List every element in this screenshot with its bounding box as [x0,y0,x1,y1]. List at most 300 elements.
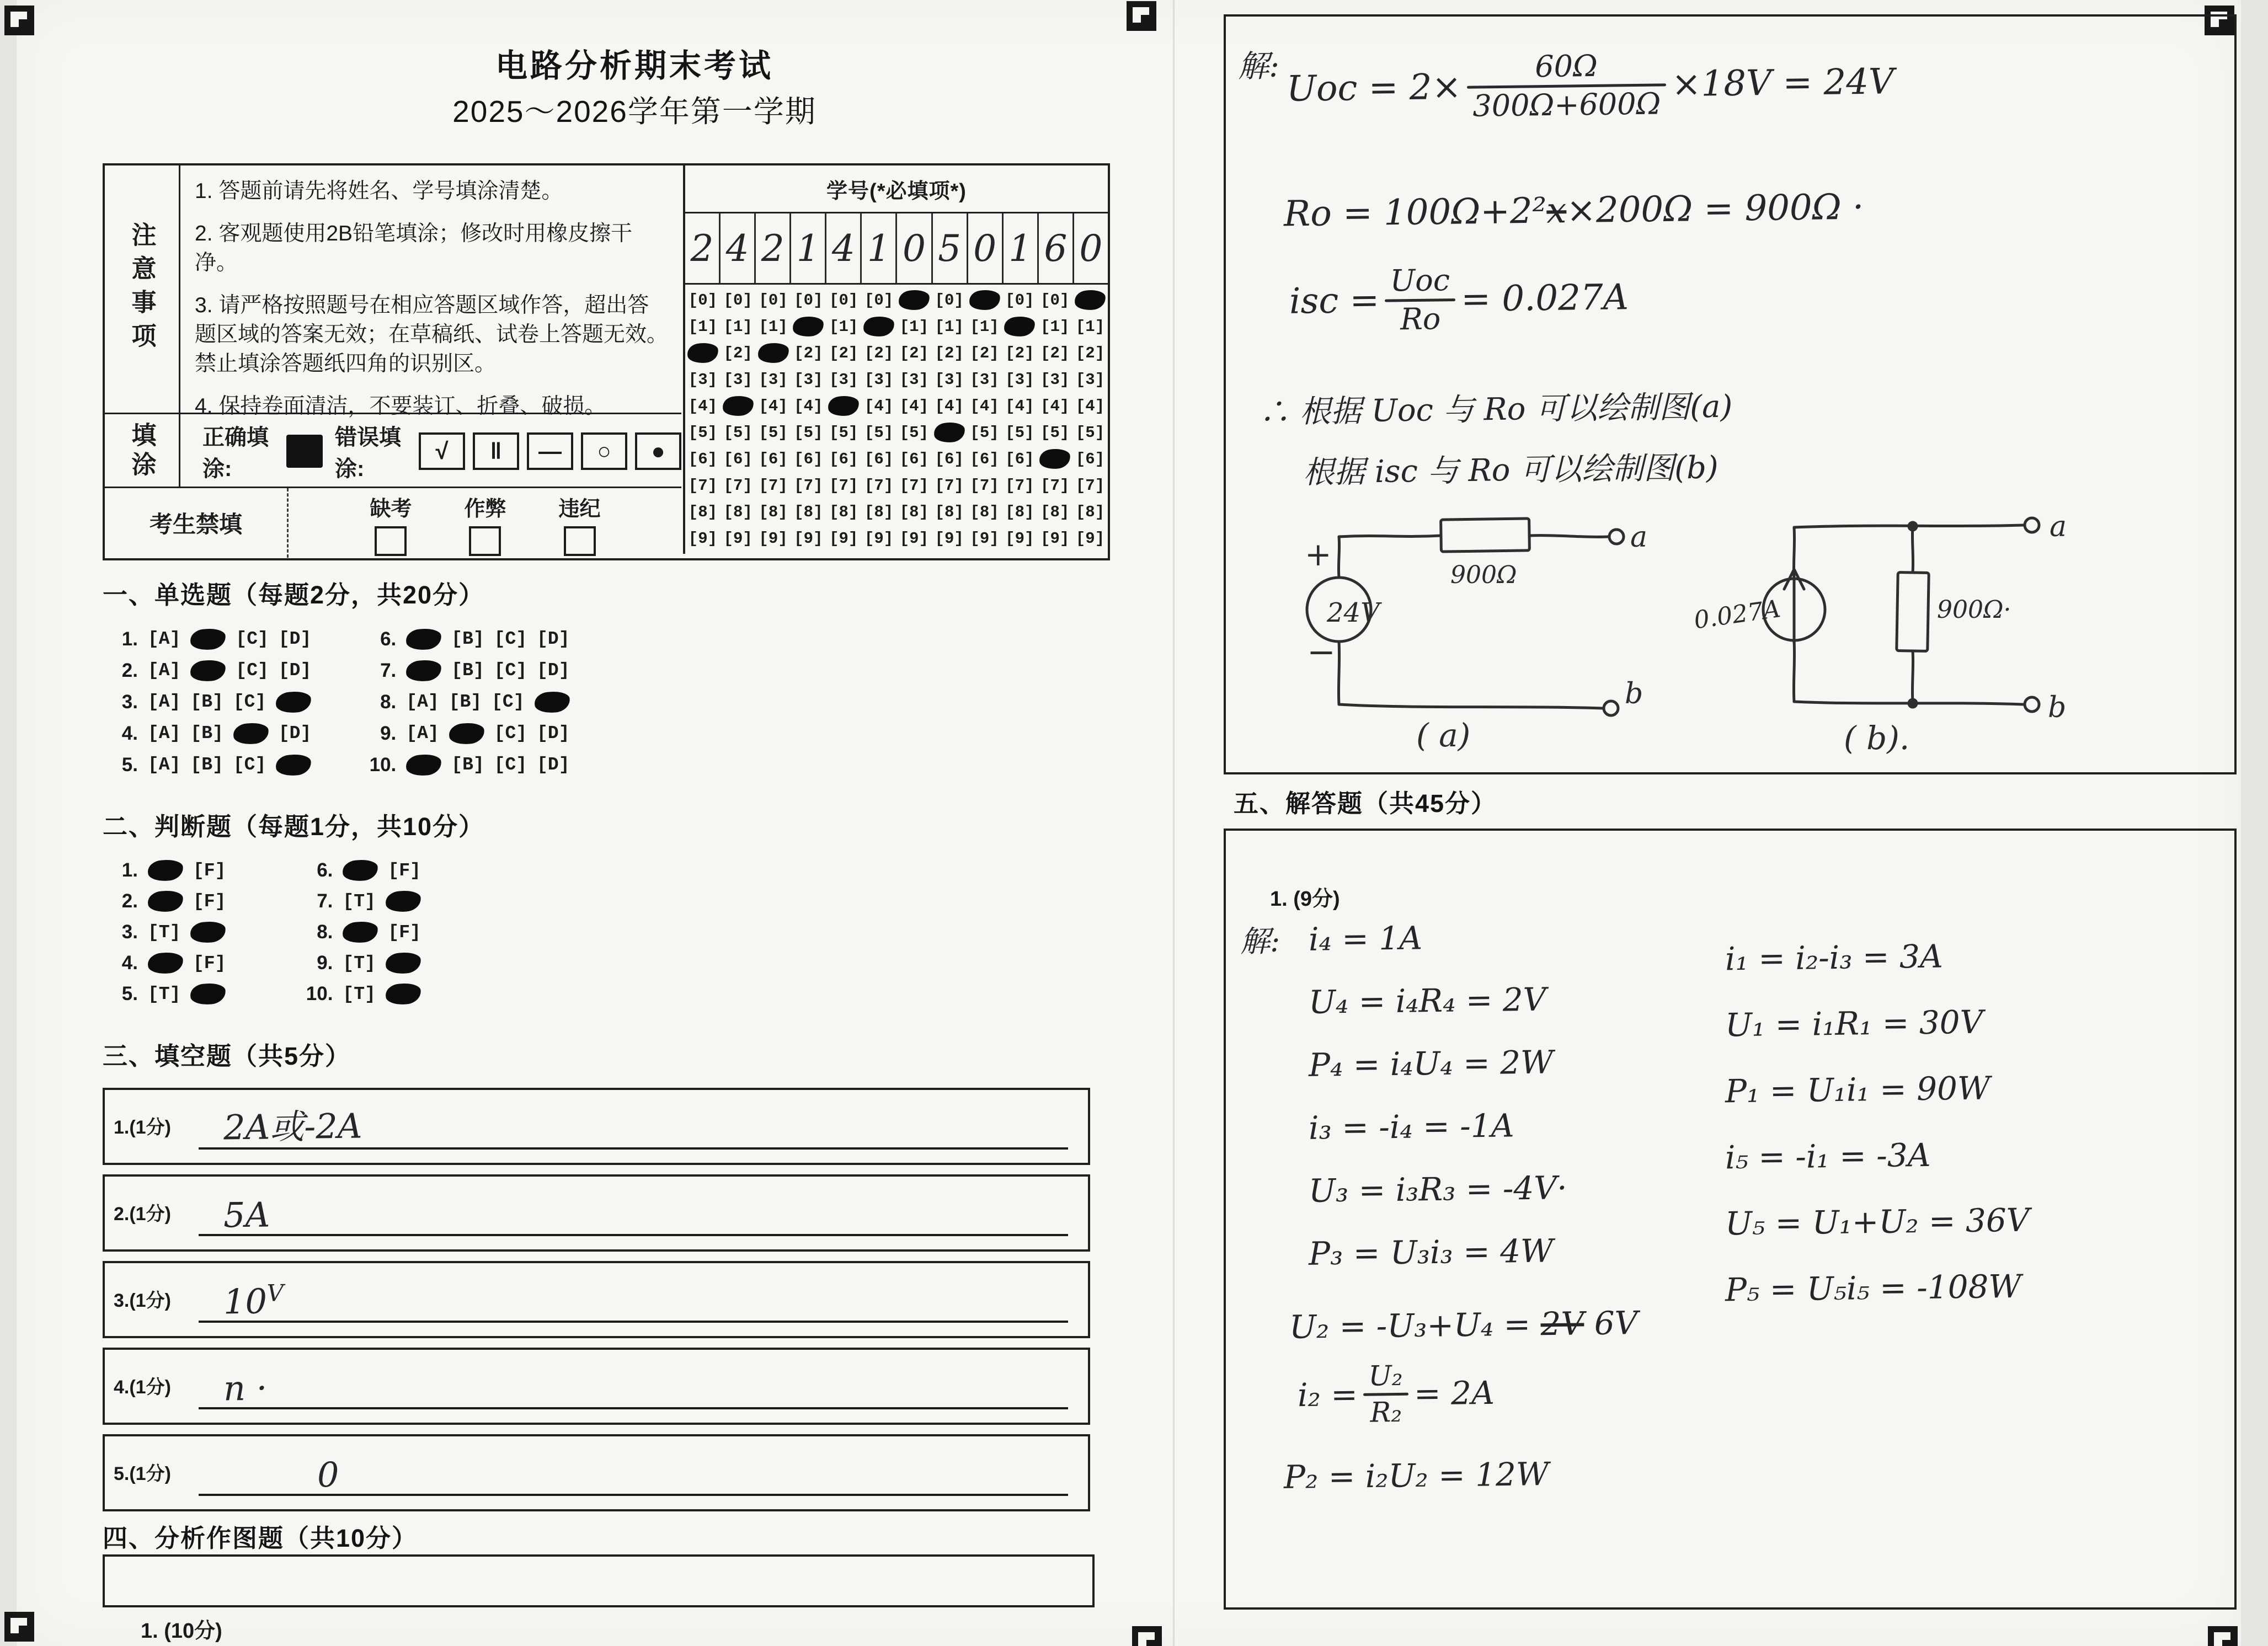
bubble-label: [4] [1040,397,1070,415]
bubble-cell [685,371,721,389]
answer-option: [A] [148,692,181,712]
question-number: 6. [380,628,397,650]
bubble-cell [756,397,791,415]
bubble-cell [861,424,896,442]
bubble-cell [1037,530,1072,548]
filled-answer-mark [533,690,570,714]
bubble-cell [1002,397,1037,415]
bubble-label: [2] [1005,344,1034,362]
bubble-cell [1072,503,1108,521]
bubble-label: [0] [723,291,753,309]
student-id-digit-cell [685,213,721,283]
bubble-label: [0] [759,291,788,309]
bubble-label: [4] [970,397,999,415]
answer-option: [D] [278,723,312,744]
bubble-label: [9] [829,529,858,548]
bubble-label: [8] [759,503,788,521]
question-row [103,749,311,781]
wire [1912,651,1913,703]
answer-option: [F] [193,860,226,881]
filled-answer-mark [342,920,379,944]
blank-label: 1.(1分) [114,1117,171,1138]
student-id-digit-cell [826,213,862,283]
bubble-cell [1002,371,1037,389]
notice-item: 4. 保持卷面清洁，不要装订、折叠、破损。 [195,394,606,419]
bubble-cell [685,343,721,363]
bubble-cell [932,291,967,309]
bubble-cell [685,397,721,415]
bubble-label: [5] [970,423,999,442]
bubble-cell [1037,424,1072,442]
bubble-label: [7] [1005,476,1034,495]
bubble-label: [6] [723,450,753,468]
bubble-cell [1072,344,1108,362]
bubble-cell [721,530,756,548]
bubble-cell [932,450,967,468]
bubble-cell [826,530,861,548]
filled-answer-mark [190,659,227,682]
handwriting-line: i₄ = 1A [1308,919,1423,958]
section-1-heading: 一、单选题（每题2分，共20分） [103,581,485,609]
bubble-cell [861,344,896,362]
terminal-b-label: b [1625,677,1643,710]
bubble-label: [5] [688,423,718,442]
bubble-cell [721,291,756,309]
question-number: 1. [121,859,138,881]
bubble-label: [2] [1075,344,1105,362]
fraction-denominator: Ro [1400,301,1441,336]
bubble-cell [1072,397,1108,415]
answer-option: [T] [343,984,376,1004]
terminal-b-label: b [2048,691,2067,724]
bubble-label: [9] [970,529,999,548]
answer-option: [C] [492,692,525,712]
bubble-cell [721,503,756,521]
notice-item: 2. 客观题使用2B铅笔填涂；修改时用橡皮擦干净。 [195,222,633,275]
bubble-label: [8] [1040,503,1070,521]
filled-bubble [828,395,860,418]
bubble-row [685,393,1108,419]
forbid-options [289,488,681,561]
handwriting-line: U₅ = U₁+U₂ = 36V [1725,1201,2030,1243]
bubble-label: [8] [829,503,858,521]
bubble-cell [1002,477,1037,495]
blank-box [103,1261,1090,1338]
bubble-label: [2] [864,344,894,362]
bubble-cell [791,424,826,442]
bubble-cell [826,291,861,309]
bubble-label: [3] [970,370,999,389]
question-number: 7. [380,659,397,681]
equation-part: Uoc = 2× [1286,67,1462,110]
bubble-label: [5] [899,423,928,442]
forbid-checkbox [375,526,407,556]
bubble-label: [9] [723,529,753,548]
bubble-label: [9] [899,529,928,548]
bubble-cell [861,291,896,309]
bubble-label: [8] [794,503,823,521]
bubble-cell [967,450,1002,468]
bubble-cell [1037,477,1072,495]
bubble-cell [721,424,756,442]
handwriting-line-ro [1284,187,1864,235]
bubble-label: [7] [759,476,788,495]
bubble-row [685,472,1108,499]
junction-dot [1909,522,1917,530]
handwriting-conclusion-b: 根据 isc 与 Ro 可以绘制图(b) [1303,450,1719,491]
bubble-label: [5] [1005,423,1034,442]
handwriting-line: U₄ = i₄R₄ = 2V [1308,980,1546,1021]
blank-underline [199,1321,1068,1323]
wrong-fill-sample: ● [635,432,681,470]
voltage-source-label: 24V [1327,597,1380,628]
bubble-cell [1072,450,1108,468]
student-id-box [683,165,1108,554]
bubble-label: [5] [829,423,858,442]
bubble-label: [0] [935,291,964,309]
student-id-header: 学号(*必填项*) [685,165,1108,213]
handwritten-digit: 0 [973,227,997,270]
student-id-digit-cell [721,213,756,283]
question-row [361,623,569,655]
bubble-cell [791,530,826,548]
bubble-cell [756,424,791,442]
question-row [297,917,420,948]
bubble-cell [791,477,826,495]
bubble-cell [1002,291,1037,309]
wire [1529,536,1608,537]
filled-bubble [863,316,895,338]
question-row [297,886,420,917]
filled-answer-mark [405,753,442,777]
answer-option: [B] [190,723,223,744]
correct-fill-label: 正确填涂: [202,425,269,481]
bubble-label: [7] [723,476,753,495]
bubble-label: [8] [935,503,964,521]
wire [1338,642,1339,704]
bubble-label: [8] [688,503,718,521]
bubble-cell [685,318,721,336]
bubble-cell [721,396,756,416]
solution-prefix: 解: [1237,48,1280,85]
bubble-label: [1] [759,317,788,336]
bubble-row [685,446,1108,472]
bubble-cell [791,317,826,336]
resistor [1441,519,1530,552]
bubble-cell [791,371,826,389]
question-5-1-label: 1. (9分) [1270,888,1340,911]
question-number: 4. [121,722,138,744]
bubble-row [685,499,1108,525]
bubble-label: [1] [935,317,964,336]
bubble-label: [7] [1075,476,1105,495]
question-number: 4. [121,952,138,974]
bubble-cell [967,424,1002,442]
bubble-cell [1072,318,1108,336]
handwriting-line: i₁ = i₂-i₃ = 3A [1725,937,1944,978]
bubble-row [685,287,1108,313]
answer-option: [D] [537,755,570,775]
bubble-label: [2] [794,344,823,362]
fraction-numerator: U₂ [1368,1359,1403,1392]
answer-option: [A] [148,723,181,744]
question-row [361,749,569,781]
bubble-label: [6] [829,450,858,468]
bubble-cell [685,450,721,468]
bubble-cell [896,344,932,362]
fill-label-cell [105,414,180,488]
answer-option: [A] [406,692,439,712]
bubble-cell [967,477,1002,495]
bubble-label: [7] [864,476,894,495]
answer-option: [A] [148,660,181,681]
handwritten-digit: 2 [761,227,785,270]
question-row [361,718,569,749]
answer-option: [B] [451,629,484,649]
fraction-numerator: 60Ω [1534,48,1598,84]
bubble-cell [721,371,756,389]
question-number: 5. [121,983,138,1004]
bubble-label: [8] [970,503,999,521]
notice-item: 1. 答题前请先将姓名、学号填涂清楚。 [195,179,563,203]
bubble-cell [791,291,826,309]
bubble-label: [5] [1075,423,1105,442]
junction-dot [1909,699,1917,707]
bubble-label: [6] [935,450,964,468]
question-number: 9. [317,952,333,974]
bubble-cell [861,397,896,415]
bubble-cell [896,424,932,442]
bubble-label: [5] [759,423,788,442]
bubble-cell [826,450,861,468]
bubble-label: [3] [899,370,928,389]
question-row [103,718,311,749]
wrong-fill-samples [419,432,681,470]
circuit-a-diagram [1256,488,1681,753]
question-number: 10. [306,983,333,1004]
filled-bubble [757,342,789,365]
bubble-cell [1002,450,1037,468]
bubble-cell [826,503,861,521]
equation-part: = 0.027A [1460,277,1629,320]
bubble-label: [3] [864,370,894,389]
wrong-fill-sample: √ [419,432,465,470]
handwriting-line: i₅ = -i₁ = -3A [1725,1136,1931,1177]
answer-option: [B] [190,692,223,712]
alignment-marker-bottom-left [4,1612,34,1642]
bubble-cell [756,371,791,389]
solution-box-question4 [1224,14,2237,774]
bubble-cell [1037,449,1072,469]
handwritten-digit: 0 [903,227,926,270]
bubble-cell [826,424,861,442]
bubble-cell [896,503,932,521]
bubble-label: [4] [935,397,964,415]
current-source-label: 0.027A [1692,595,1783,635]
bubble-label: [2] [970,344,999,362]
bubble-label: [0] [829,291,858,309]
answer-option: [F] [193,891,226,912]
answer-option: [B] [449,692,482,712]
bubble-cell [826,396,861,416]
blank-underline [199,1234,1068,1236]
handwritten-blank-answer: 5A [223,1194,270,1236]
answer-option: [F] [193,953,226,974]
answer-option: [C] [494,723,527,744]
bubble-label: [0] [864,291,894,309]
question-number: 10. [369,753,397,776]
handwriting-line: P₄ = i₄U₄ = 2W [1308,1043,1554,1084]
handwriting-line-uoc [1286,47,1895,124]
bubble-label: [4] [794,397,823,415]
polarity-minus: − [1307,632,1336,672]
forbid-checkbox [469,526,501,556]
blank-underline [199,1407,1068,1409]
question-number: 6. [317,859,333,881]
filled-bubble [898,289,930,312]
filled-answer-mark [147,889,184,913]
fraction-denominator: 300Ω+600Ω [1472,86,1661,124]
bubble-cell [756,477,791,495]
question-row [361,686,569,718]
bubble-label: [4] [864,397,894,415]
alignment-marker-bottom-center [1132,1626,1162,1646]
filled-bubble [1039,448,1071,471]
answer-option: [B] [190,755,223,775]
bubble-label: [0] [688,291,718,309]
bubble-cell [932,503,967,521]
page-divider [1173,0,1175,1646]
filled-answer-mark [385,889,421,913]
question-4-1-label: 1. (10分) [141,1620,222,1643]
bubble-label: [9] [1075,529,1105,548]
bubble-cell [1002,424,1037,442]
answer-option: [C] [494,755,527,775]
student-id-digit-cell [862,213,897,283]
bubble-cell [1072,371,1108,389]
question-row [103,623,311,655]
bubble-label: [3] [759,370,788,389]
bubble-cell [791,503,826,521]
bubble-cell [1037,397,1072,415]
handwritten-blank-answer: 2A或-2A [223,1105,362,1148]
bubble-row [685,366,1108,393]
answer-option: [C] [494,629,527,649]
wrong-fill-sample: ‖ [473,432,519,470]
filled-answer-mark [147,951,184,975]
bubble-label: [8] [899,503,928,521]
filled-answer-mark [405,659,442,682]
bubble-cell [1002,530,1037,548]
terminal-b-node [1604,701,1618,715]
bubble-cell [1037,318,1072,336]
filled-answer-mark [190,627,227,651]
bubble-label: [1] [688,317,718,336]
bubble-cell [685,477,721,495]
handwritten-digit: 5 [938,227,962,270]
filled-answer-mark [385,951,421,975]
question-number: 3. [121,921,138,943]
notice-item: 3. 请严格按照题号在相应答题区域作答，超出答题区域的答案无效；在草稿纸、试卷上答题无效。禁止填涂答题纸四角的识别区。 [195,293,669,376]
bubble-cell [967,503,1002,521]
blank-box [103,1348,1090,1425]
bubble-label: [3] [688,370,718,389]
bubble-label: [0] [1040,291,1070,309]
bubble-label: [7] [688,476,718,495]
bubble-cell [791,344,826,362]
bubble-label: [7] [1040,476,1070,495]
question-row [103,979,226,1009]
bubble-label: [9] [794,529,823,548]
section-4-heading: 四、分析作图题（共10分） [103,1524,418,1552]
bubble-label: [8] [1005,503,1034,521]
bubble-cell [861,450,896,468]
filled-bubble [686,342,719,365]
solution-box-question5 [1224,829,2237,1610]
bubble-cell [896,290,932,310]
handwriting-line: P₁ = U₁i₁ = 90W [1725,1069,1990,1110]
bubble-cell [791,397,826,415]
handwriting-conclusion-a: ∴ 根据 Uoc 与 Ro 可以绘制图(a) [1258,388,1733,431]
terminal-a-label: a [2050,510,2067,543]
bubble-cell [826,477,861,495]
bubble-label: [9] [688,529,718,548]
answer-option: [A] [406,723,439,744]
answer-option: [D] [278,660,312,681]
wrong-fill-label: 错误填涂: [335,425,401,481]
bubble-cell [756,343,791,363]
bubble-label: [4] [1005,397,1034,415]
bubble-label: [4] [1075,397,1105,415]
fill-demo-content [180,414,681,488]
filled-answer-mark [385,982,421,1006]
bubble-cell [861,317,896,336]
fraction [1363,1361,1409,1427]
notice-items [180,165,681,419]
equation-part: = 2A [1413,1374,1495,1413]
bubble-label: [7] [899,476,928,495]
terminal-a-node [1609,530,1624,544]
question-number: 8. [380,691,397,713]
question-row [103,948,226,979]
notice-label-cell [105,165,180,413]
answer-option: [T] [148,922,181,943]
handwritten-blank-answer: n · [223,1367,268,1409]
bubble-cell [932,344,967,362]
wire [1912,526,1913,573]
student-id-digit-row [685,213,1108,285]
handwriting-line-p2: P₂ = i₂U₂ = 12W [1283,1455,1549,1496]
handwritten-digit: 0 [1079,227,1103,270]
equation-part: ×18V = 24V [1671,61,1895,105]
bubble-cell [932,318,967,336]
bubble-label: [8] [864,503,894,521]
fraction-denominator: R₂ [1370,1396,1402,1429]
bubble-cell [1072,290,1108,310]
bubble-label: [9] [935,529,964,548]
bubble-label: [1] [1075,317,1105,336]
blank-box [103,1174,1090,1252]
bubble-label: [1] [829,317,858,336]
bubble-cell [896,371,932,389]
bubble-cell [826,318,861,336]
bubble-label: [2] [935,344,964,362]
bubble-cell [861,477,896,495]
alignment-marker-top-center [1127,1,1156,31]
bubble-cell [896,530,932,548]
bubble-label: [5] [794,423,823,442]
bubble-cell [756,291,791,309]
